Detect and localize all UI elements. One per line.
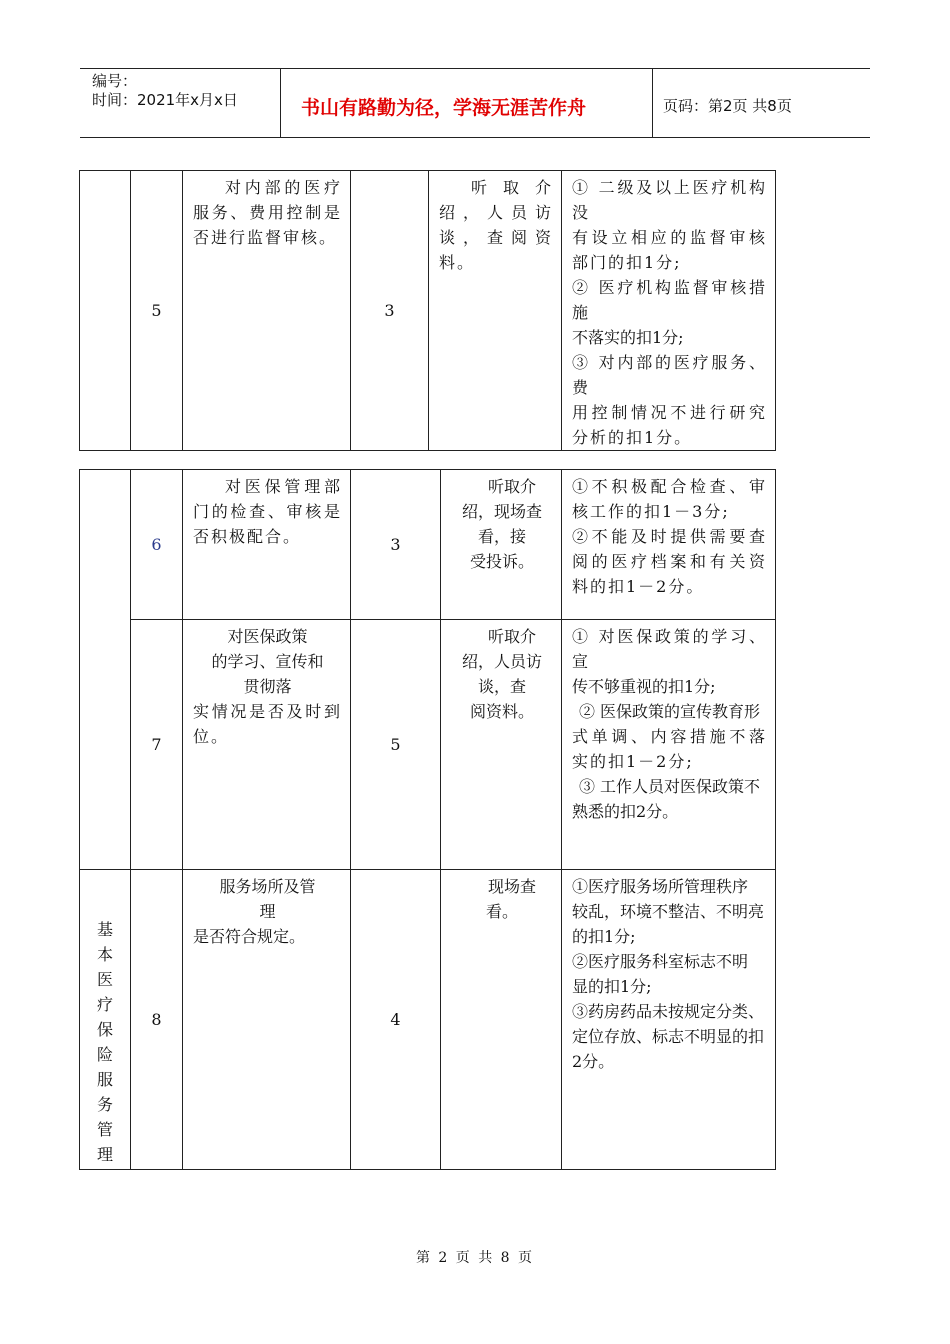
method-cell <box>441 870 562 1170</box>
rule-line: ② 医保政策的宣传教育形 <box>578 702 761 721</box>
document-date-label: 时间：2021年x月x日 <box>92 91 238 109</box>
rule-line: ①不积极配合检查、审核工作的扣1－3分; <box>572 477 767 521</box>
document-number-label: 编号： <box>92 72 138 90</box>
method-line: 绍，现场查 <box>461 502 542 521</box>
review-item-text: 对内部的医疗服务、费用控制是否进行监督审核。 <box>193 178 342 247</box>
method-line: 受投诉。 <box>469 552 534 571</box>
motto: 书山有路勤为径，学海无涯苦作舟 <box>301 97 587 119</box>
rule-line: 的扣1分; <box>572 927 636 946</box>
review-item-text: 对医保管理部门的检查、审核是否积极配合。 <box>193 477 342 546</box>
review-item-line: 是否符合规定。 <box>193 927 306 946</box>
row-number: 6 <box>131 470 183 620</box>
category-cell <box>80 870 131 1170</box>
rule-line: 不落实的扣1分; <box>572 328 684 347</box>
method-text: 听取介绍，人员访谈，查阅资料。 <box>439 178 553 272</box>
rule-line: 熟悉的扣2分。 <box>572 802 679 821</box>
rule-line: 较乱，环境不整洁、不明亮 <box>572 902 765 921</box>
method-line: 谈，查 <box>477 677 526 696</box>
review-table-2 <box>79 469 776 1170</box>
category-char: 险 <box>96 1045 113 1064</box>
category-char: 本 <box>96 945 113 964</box>
category-cell <box>80 470 131 870</box>
review-table-1 <box>79 170 776 451</box>
row-number: 7 <box>131 620 183 870</box>
rule-line: ③药房药品未按规定分类、 <box>572 1002 765 1021</box>
rule-line: 显的扣1分; <box>572 977 652 996</box>
category-char: 保 <box>96 1020 113 1039</box>
page-footer: 第 2 页 共 8 页 <box>415 1250 535 1266</box>
rule-line: 传不够重视的扣1分; <box>572 677 716 696</box>
header-meta-cell <box>80 69 281 137</box>
row-number: 8 <box>131 870 183 1170</box>
table-row <box>80 470 776 620</box>
method-cell <box>441 470 562 620</box>
score-cell: 3 <box>351 470 441 620</box>
rule-line: 定位存放、标志不明显的扣2分。 <box>572 1027 765 1071</box>
category-char: 基 <box>96 920 113 939</box>
deduction-rules <box>562 171 776 451</box>
rule-line: ③ 工作人员对医保政策不 <box>578 777 761 796</box>
category-label <box>80 917 130 1167</box>
review-item-line: 实情况是否及时到位。 <box>193 702 342 746</box>
table-row <box>80 620 776 870</box>
method-line: 现场查 <box>487 877 536 896</box>
category-char: 理 <box>96 1145 113 1164</box>
deduction-rules <box>562 870 776 1170</box>
review-item-line: 对医保政策 <box>227 627 308 646</box>
review-item-line: 的学习、宣传和 <box>211 652 324 671</box>
review-item <box>183 470 351 620</box>
deduction-rules <box>562 620 776 870</box>
page-header <box>80 68 870 138</box>
deduction-rules <box>562 470 776 620</box>
rule-line: 有设立相应的监督审核部门的扣1分; <box>572 228 767 272</box>
page-indicator: 页码：第2页 共8页 <box>663 97 792 115</box>
review-item <box>183 620 351 870</box>
table-row <box>80 870 776 1170</box>
header-page-cell <box>653 69 870 137</box>
review-item <box>183 870 351 1170</box>
category-char: 医 <box>96 970 113 989</box>
method-line: 看。 <box>485 902 518 921</box>
method-line: 阅资料。 <box>469 702 534 721</box>
method-cell <box>441 620 562 870</box>
rule-line: ②不能及时提供需要查阅的医疗档案和有关资料的扣1－2分。 <box>572 527 767 596</box>
category-cell <box>80 171 131 451</box>
rule-line: ①医疗服务场所管理秩序 <box>572 877 749 896</box>
rule-line: 式单调、内容措施不落实的扣1－2分; <box>572 727 767 771</box>
method-line: 绍，人员访 <box>461 652 542 671</box>
review-item <box>183 171 351 451</box>
header-motto-cell <box>281 69 653 137</box>
review-item-line: 贯彻落 <box>243 677 292 696</box>
rule-line: ② 医疗机构监督审核措施 <box>572 278 767 322</box>
method-line: 听取介 <box>487 627 536 646</box>
table-row <box>80 171 776 451</box>
score-cell: 4 <box>351 870 441 1170</box>
review-item-line: 理 <box>259 902 276 921</box>
rule-line: ③ 对内部的医疗服务、费 <box>572 353 767 397</box>
rule-line: ②医疗服务科室标志不明 <box>572 952 749 971</box>
category-char: 管 <box>96 1120 113 1139</box>
score-cell: 3 <box>351 171 429 451</box>
category-char: 疗 <box>96 995 113 1014</box>
score-cell: 5 <box>351 620 441 870</box>
category-char: 服 <box>96 1070 113 1089</box>
method-line: 看，接 <box>477 527 526 546</box>
method-line: 听取介 <box>487 477 536 496</box>
review-item-line: 服务场所及管 <box>219 877 316 896</box>
rule-line: 用控制情况不进行研究分析的扣1分。 <box>572 403 767 447</box>
method-cell <box>429 171 562 451</box>
rule-line: ① 对医保政策的学习、宣 <box>572 627 767 671</box>
row-number: 5 <box>131 171 183 451</box>
category-char: 务 <box>96 1095 113 1114</box>
rule-line: ① 二级及以上医疗机构没 <box>572 178 767 222</box>
